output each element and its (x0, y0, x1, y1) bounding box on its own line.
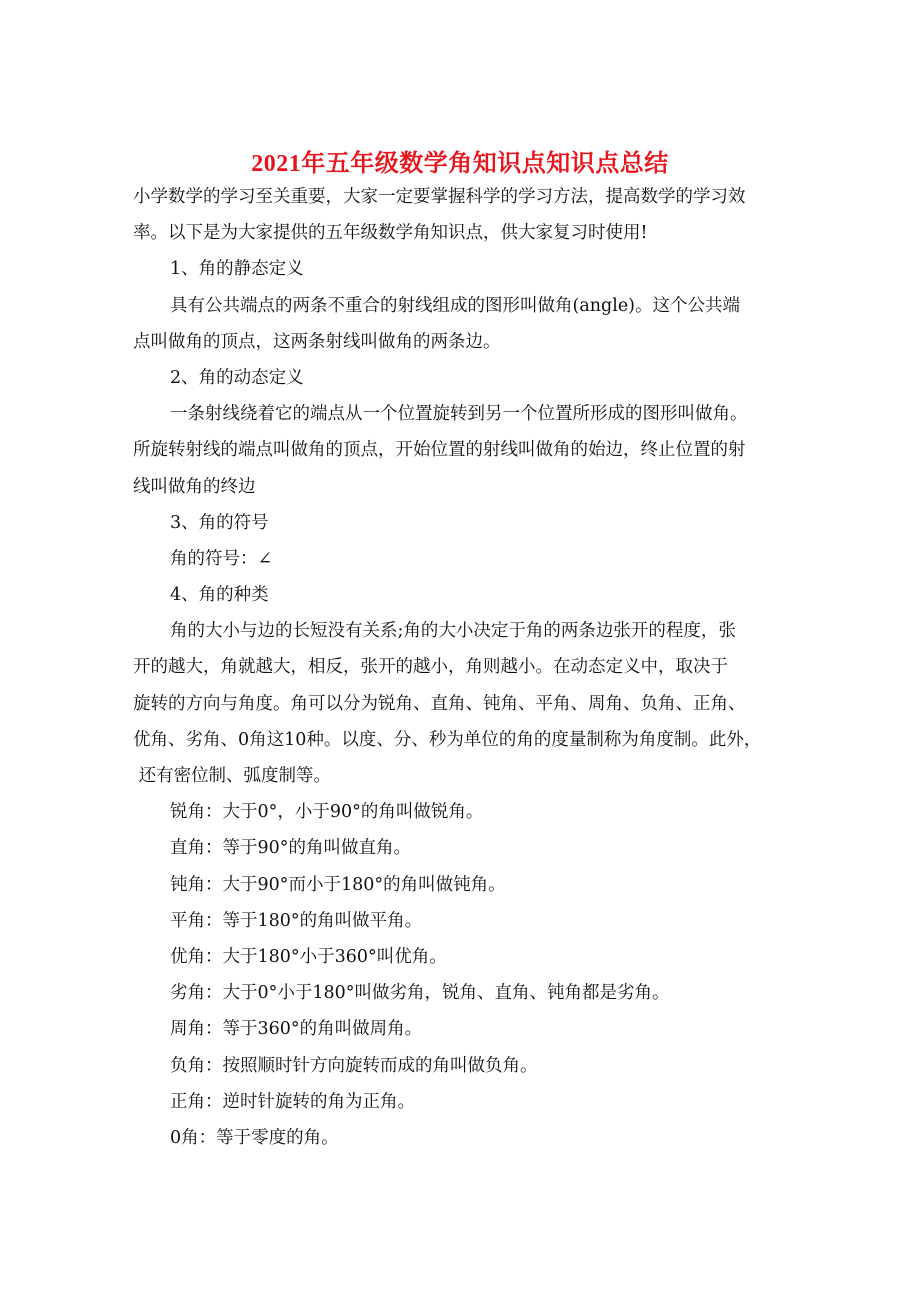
paragraph-line: 4、角的种类 (170, 585, 269, 606)
paragraph-line: 劣角：大于0°小于180°叫做劣角，锐角、直角、钝角都是劣角。 (170, 983, 670, 1004)
paragraph-line: 所旋转射线的端点叫做角的顶点，开始位置的射线叫做角的始边，终止位置的射 (133, 440, 746, 461)
paragraph-line: 2、角的动态定义 (170, 367, 304, 388)
paragraph-line: 钝角：大于90°而小于180°的角叫做钝角。 (170, 874, 506, 895)
paragraph-line: 优角、劣角、0角这10种。以度、分、秒为单位的角的度量制称为角度制。此外， (133, 729, 762, 750)
paragraph-line: 开的越大，角就越大，相反，张开的越小，角则越小。在动态定义中，取决于 (133, 657, 728, 678)
paragraph-line: 直角：等于90°的角叫做直角。 (170, 838, 412, 859)
paragraph-line: 周角：等于360°的角叫做周角。 (170, 1019, 423, 1040)
paragraph-line: 率。以下是为大家提供的五年级数学角知识点，供大家复习时使用! (133, 223, 648, 244)
paragraph-line: 优角：大于180°小于360°叫优角。 (170, 946, 447, 967)
paragraph-line: 点叫做角的顶点，这两条射线叫做角的两条边。 (133, 331, 501, 352)
paragraph-line: 正角：逆时针旋转的角为正角。 (170, 1091, 415, 1112)
paragraph-line: 负角：按照顺时针方向旋转而成的角叫做负角。 (170, 1055, 538, 1076)
document-body (133, 183, 813, 1160)
paragraph-line: 旋转的方向与角度。角可以分为锐角、直角、钝角、平角、周角、负角、正角、 (133, 693, 746, 714)
paragraph-line: 小学数学的学习至关重要，大家一定要掌握科学的学习方法，提高数学的学习效 (133, 187, 746, 207)
paragraph-line: 一条射线绕着它的端点从一个位置旋转到另一个位置所形成的图形叫做角。 (170, 404, 748, 425)
paragraph-line: 角的大小与边的长短没有关系;角的大小决定于角的两条边张开的程度，张 (170, 621, 736, 642)
document-title: 2021年五年级数学角知识点知识点总结 (251, 151, 669, 177)
paragraph-line: 角的符号：∠ (170, 548, 273, 569)
paragraph-line: 具有公共端点的两条不重合的射线组成的图形叫做角(angle)。这个公共端 (170, 295, 741, 316)
paragraph-line: 0角：等于零度的角。 (170, 1127, 339, 1148)
paragraph-line: 平角：等于180°的角叫做平角。 (170, 910, 423, 931)
paragraph-line: 线叫做角的终边 (133, 476, 256, 497)
paragraph-line: 1、角的静态定义 (170, 259, 304, 280)
paragraph-line: 锐角：大于0°，小于90°的角叫做锐角。 (170, 802, 484, 823)
paragraph-line: 3、角的符号 (170, 512, 269, 533)
paragraph-line: 还有密位制、弧度制等。 (133, 766, 332, 786)
